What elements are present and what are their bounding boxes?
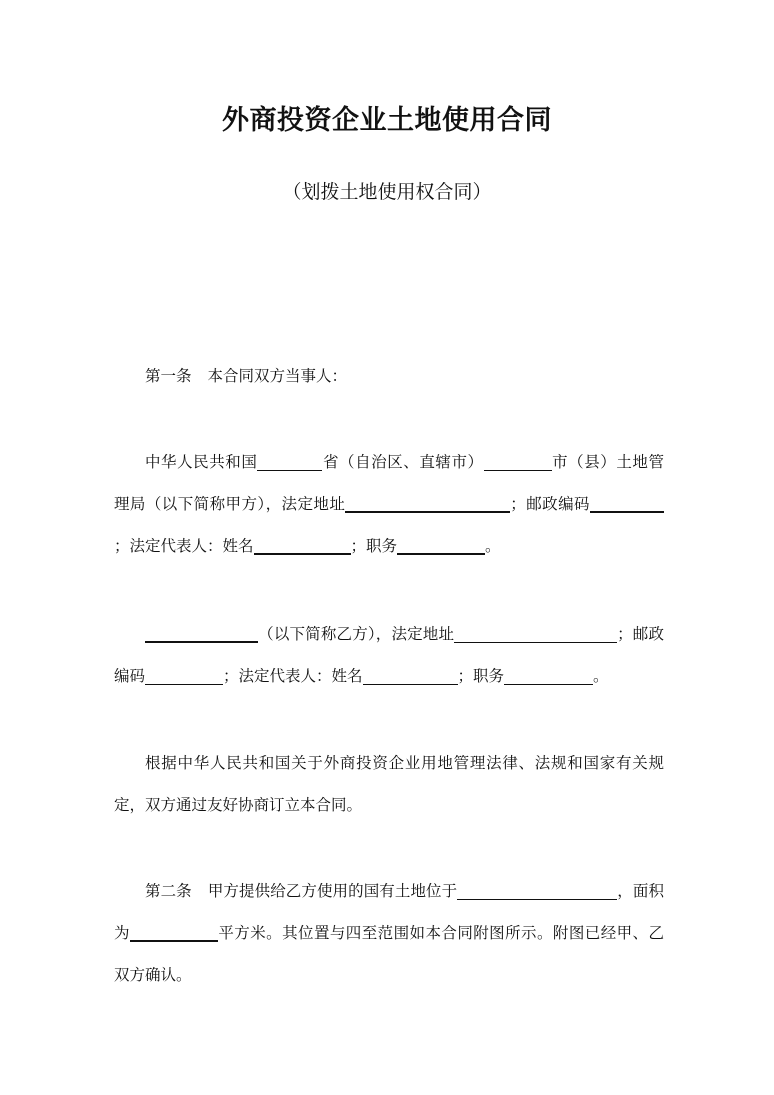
party-b-text: 。 bbox=[593, 667, 609, 685]
party-a-text: 市（县）土地管理局（以下简称甲方），法定地址 bbox=[114, 453, 664, 513]
party-a-text: 。 bbox=[485, 537, 501, 555]
party-b-text: （以下简称乙方），法定地址 bbox=[258, 625, 455, 643]
party-a-postcode-blank[interactable] bbox=[590, 490, 664, 513]
party-b-address-blank[interactable] bbox=[454, 621, 617, 643]
article-1-heading bbox=[114, 355, 664, 397]
article-2-paragraph bbox=[114, 870, 664, 996]
article-2-text: ，面积为 bbox=[114, 882, 664, 942]
party-a-address-blank[interactable] bbox=[345, 490, 510, 513]
city-blank[interactable] bbox=[484, 449, 552, 471]
article-2-text: 甲方提供给乙方使用的国有土地位于 bbox=[207, 882, 458, 900]
party-a-text: ；法定代表人：姓名 bbox=[114, 537, 254, 555]
party-b-paragraph bbox=[114, 613, 664, 697]
article-1-text: 本合同双方当事人： bbox=[207, 367, 348, 385]
party-a-text: 中华人民共和国 bbox=[145, 453, 258, 471]
party-a-text: ；职务 bbox=[350, 537, 398, 555]
article-1-label: 第一条 bbox=[145, 367, 192, 385]
party-b-name-blank[interactable] bbox=[145, 620, 258, 643]
party-a-rep-title-blank[interactable] bbox=[397, 532, 485, 555]
article-2-label: 第二条 bbox=[145, 882, 192, 900]
party-b-rep-name-blank[interactable] bbox=[363, 663, 458, 685]
party-a-paragraph bbox=[114, 441, 664, 567]
land-area-blank[interactable] bbox=[130, 919, 218, 942]
document-title: 外商投资企业土地使用合同 bbox=[222, 105, 552, 136]
document-subtitle: （划拨土地使用权合同） bbox=[282, 181, 492, 203]
party-a-text: ；邮政编码 bbox=[510, 495, 590, 513]
land-location-blank[interactable] bbox=[457, 878, 617, 900]
party-b-text: ；法定代表人：姓名 bbox=[223, 667, 363, 685]
party-b-postcode-blank[interactable] bbox=[145, 663, 223, 685]
article-2-text: 平方米。其位置与四至范围如本合同附图所示。附图已经甲、乙双方确认。 bbox=[114, 924, 664, 984]
party-a-text: 省（自治区、直辖市） bbox=[322, 453, 484, 471]
basis-paragraph: 根据中华人民共和国关于外商投资企业用地管理法律、法规和国家有关规定，双方通过友好协商订立本合同。 bbox=[114, 754, 664, 814]
party-a-rep-name-blank[interactable] bbox=[254, 532, 351, 555]
party-b-rep-title-blank[interactable] bbox=[504, 663, 593, 685]
party-b-text: ；邮政编码 bbox=[114, 625, 664, 685]
province-blank[interactable] bbox=[257, 449, 322, 471]
party-b-text: ；职务 bbox=[457, 667, 505, 685]
